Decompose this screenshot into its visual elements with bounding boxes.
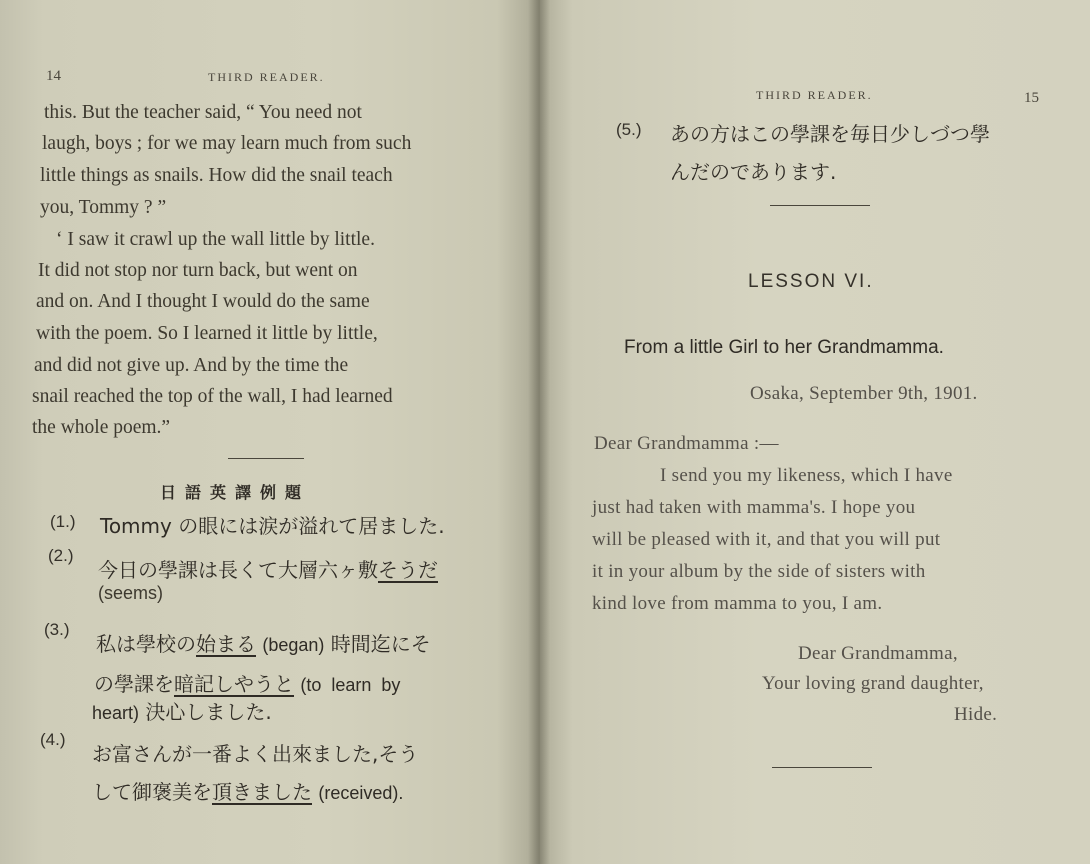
lesson-title: LESSON VI. — [748, 271, 874, 292]
running-head: THIRD READER. — [208, 70, 325, 84]
text-line: it in your album by the side of sisters with — [592, 561, 926, 582]
exercise-label: (2.) — [48, 546, 74, 565]
exercise-label: (5.) — [616, 120, 642, 139]
exercise-heading: 日語英譯例題 — [160, 483, 311, 502]
section-divider — [228, 458, 304, 459]
text-line: just had taken with mamma's. I hope you — [592, 497, 916, 518]
text-line: this. But the teacher said, “ You need not — [44, 102, 362, 123]
section-divider — [770, 205, 870, 206]
exercise-line: heart) 決心しました. — [92, 700, 272, 724]
text-line: ‘ I saw it crawl up the wall little by little. — [56, 229, 375, 250]
exercise-label: (4.) — [40, 730, 66, 749]
page-number: 15 — [1024, 90, 1039, 106]
text-line: the whole poem.” — [32, 417, 171, 438]
text-line: and did not give up. And by the time the — [34, 355, 349, 376]
letter-title: From a little Girl to her Grandmamma. — [624, 337, 944, 358]
text-line: snail reached the top of the wall, I had learned — [32, 386, 393, 407]
exercise-line: Tommy の眼には涙が溢れて居ました. — [100, 514, 445, 538]
text-line: laugh, boys ; for we may learn much from such — [42, 133, 412, 154]
dateline: Osaka, September 9th, 1901. — [750, 383, 978, 404]
exercise-line: んだのであります. — [670, 160, 837, 184]
exercise-line: あの方はこの學課を毎日少しづつ學 — [670, 122, 990, 146]
running-head: THIRD READER. — [756, 88, 873, 102]
right-page — [540, 0, 1090, 864]
section-divider — [772, 767, 872, 768]
closing-line: Your loving grand daughter, — [762, 673, 984, 694]
left-page — [0, 0, 540, 864]
exercise-label: (1.) — [50, 512, 76, 531]
exercise-line: お富さんが一番よく出來ました,そう — [92, 742, 419, 766]
exercise-line: 今日の學課は長くて大層六ヶ敷そうだ — [98, 558, 438, 582]
exercise-line: の學課を暗記しやうと (to learn by — [94, 672, 401, 696]
book-gutter — [528, 0, 550, 864]
text-line: kind love from mamma to you, I am. — [592, 593, 883, 614]
text-line: and on. And I thought I would do the same — [36, 291, 370, 312]
salutation: Dear Grandmamma :— — [594, 433, 779, 454]
signature: Hide. — [954, 704, 998, 725]
closing-line: Dear Grandmamma, — [798, 643, 958, 664]
page-number: 14 — [46, 68, 61, 84]
text-line: I send you my likeness, which I have — [660, 465, 953, 486]
text-line: little things as snails. How did the snail teach — [40, 165, 393, 186]
exercise-line: 私は學校の始まる (began) 時間迄にそ — [96, 632, 431, 656]
text-line: It did not stop nor turn back, but went on — [38, 260, 358, 281]
text-line: with the poem. So I learned it little by little, — [36, 323, 378, 344]
text-line: you, Tommy ? ” — [40, 197, 167, 218]
exercise-line: (seems) — [98, 583, 164, 603]
exercise-label: (3.) — [44, 620, 70, 639]
text-line: will be pleased with it, and that you will put — [592, 529, 941, 550]
exercise-line: して御褒美を頂きました (received). — [92, 780, 404, 804]
